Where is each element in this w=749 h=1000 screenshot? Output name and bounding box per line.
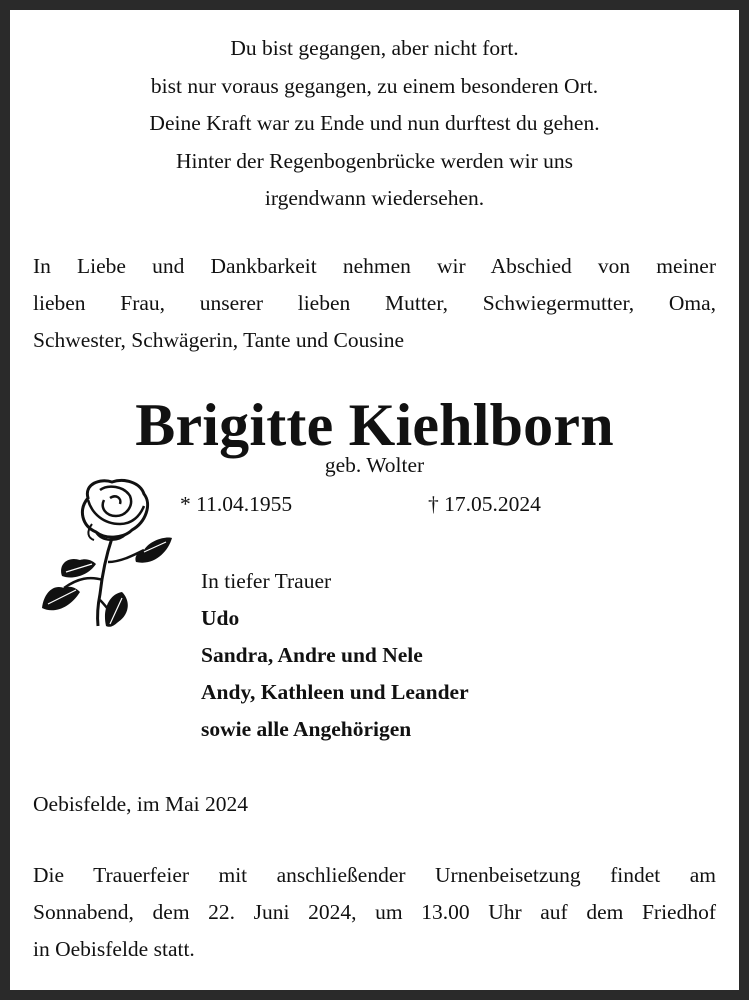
rose-icon <box>40 476 172 636</box>
farewell-line: lieben Frau, unserer lieben Mutter, Schwiegermutter, Oma, <box>33 291 716 315</box>
death-date: † 17.05.2024 <box>428 492 541 516</box>
service-line: in Oebisfelde statt. <box>33 937 195 961</box>
service-line: Die Trauerfeier mit anschließender Urnenbeisetzung findet am <box>33 863 716 887</box>
mourner-name: Andy, Kathleen und Leander <box>201 680 469 704</box>
poem <box>0 30 749 218</box>
farewell-line: Schwester, Schwägerin, Tante und Cousine <box>33 328 405 352</box>
poem-line: irgendwann wiedersehen. <box>264 186 485 210</box>
place-date: Oebisfelde, im Mai 2024 <box>33 792 248 816</box>
mourner-name: sowie alle Angehörigen <box>201 717 412 741</box>
poem-line: Hinter der Regenbogenbrücke werden wir uns <box>175 148 573 173</box>
poem-line: Deine Kraft war zu Ende und nun durftest du gehen. <box>149 111 600 135</box>
mourner-name: Udo <box>201 606 240 630</box>
service-line: Sonnabend, dem 22. Juni 2024, um 13.00 Uhr auf dem Friedhof <box>33 900 716 924</box>
maiden-name: geb. Wolter <box>324 453 425 477</box>
mourners-intro: In tiefer Trauer <box>201 569 332 593</box>
obituary-notice <box>10 10 739 990</box>
birth-date: * 11.04.1955 <box>180 492 293 516</box>
deceased-name: Brigitte Kiehlborn <box>135 392 614 458</box>
mourners <box>201 563 469 748</box>
farewell-line: In Liebe und Dankbarkeit nehmen wir Abschied von meiner <box>33 254 716 278</box>
poem-line: Du bist gegangen, aber nicht fort. <box>230 36 519 60</box>
funeral-service-info <box>33 857 716 968</box>
mourner-name: Sandra, Andre und Nele <box>201 643 423 667</box>
poem-line: bist nur voraus gegangen, zu einem besonderen Ort. <box>150 73 599 98</box>
farewell-text <box>33 248 716 359</box>
